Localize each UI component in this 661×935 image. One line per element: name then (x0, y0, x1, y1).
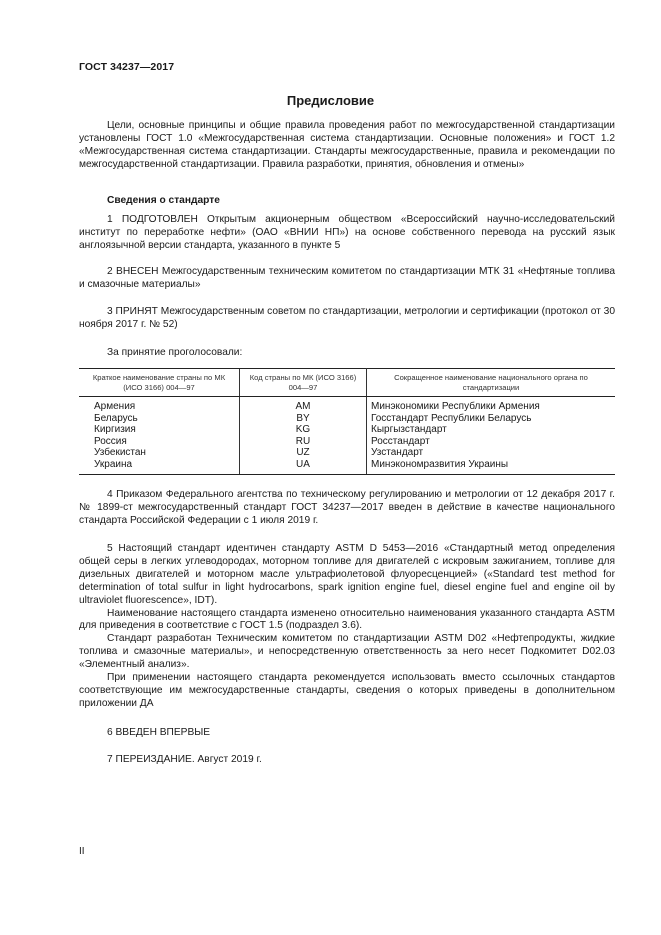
item-6-paragraph: 6 ВВЕДЕН ВПЕРВЫЕ (107, 727, 211, 738)
section-heading-block (79, 195, 615, 208)
table-cell-country: Киргизия (94, 424, 136, 436)
table-cell-code: UZ (296, 447, 310, 459)
table-cell-body: Минэкономразвития Украины (371, 458, 509, 470)
voted-label: За принятие проголосовали: (107, 347, 243, 358)
voting-table (79, 368, 615, 475)
table-cell-country: Беларусь (94, 412, 138, 424)
table-cell-country: Россия (94, 435, 127, 447)
table-header-body: Сокращенное наименование национального органа по стандартизации (367, 369, 616, 397)
item-4-paragraph: 4 Приказом Федерального агентства по техническому регулированию и метрологии от 12 декабря 2017 г. № 1899-ст межгосударственный стандарт ГОСТ 34237—2017 введен в действие в качестве национального стандарта Российской Федерации с 1 июля 2019 г. (79, 489, 615, 526)
item-3-paragraph: 3 ПРИНЯТ Межгосударственным советом по стандартизации, метрологии и сертификации (протокол от 30 ноября 2017 г. № 52) (79, 306, 615, 330)
item-5-paragraph-4: При применении настоящего стандарта рекомендуется использовать вместо ссылочных стандартов соответствующие им межгосударственные стандарты, сведения о которых приведены в дополнительном приложении ДА (79, 672, 615, 709)
table-cell-code: BY (296, 412, 310, 424)
page-title: Предисловие (286, 93, 375, 108)
table-cell-code: UA (296, 458, 310, 470)
table-header-code: Код страны по МК (ИСО 3166) 004—97 (240, 369, 367, 397)
table-cell-body: Госстандарт Республики Беларусь (371, 412, 532, 424)
table-cell-country: Узбекистан (94, 447, 146, 459)
table-cell-code: AM (295, 401, 311, 412)
table-cell-code: RU (295, 435, 311, 447)
item-2-paragraph: 2 ВНЕСЕН Межгосударственным техническим комитетом по стандартизации МТК 31 «Нефтяные топлива и смазочные материалы» (79, 266, 615, 290)
item-5-paragraph-2: Наименование настоящего стандарта изменено относительно наименования указанного стандарта ASTM для приведения в соответствие с ГОСТ 1.5 (подраздел 3.6). (79, 607, 615, 632)
table-cell-body: Узстандарт (371, 447, 424, 459)
item-1-paragraph: 1 ПОДГОТОВЛЕН Открытым акционерным обществом «Всероссийский научно-исследовательский институт по переработке нефти» (ОАО «ВНИИ НП») на основе собственного перевода на русский язык англоязычной версии стандарта, указанного в пункте 5 (79, 214, 615, 251)
table-header-country: Краткое наименование страны по МК (ИСО 3166) 004—97 (79, 369, 240, 397)
item-5-block (79, 543, 615, 711)
table-cell-body: Кыргызстандарт (371, 424, 447, 436)
standard-code-header: ГОСТ 34237—2017 (79, 61, 175, 73)
page-number: II (79, 846, 85, 857)
table-cell-country: Украина (94, 458, 133, 470)
table-cell-body: Росстандарт (371, 435, 430, 447)
table-cell-code: KG (295, 424, 311, 436)
table-cell-country: Армения (94, 401, 136, 412)
item-5-paragraph-1: 5 Настоящий стандарт идентичен стандарту ASTM D 5453—2016 «Стандартный метод определения общей серы в легких углеводородах, моторном топливе для двигателей с искровым зажиганием, топливе для дизельных двигателей и моторном масле ультрафиолетовой флуоресценцией» («Standard test method for determination of total sulfur in light hydrocarbons, spark ignition engine fuel, diesel engine fuel and engine oil by ultraviolet fluorescence», IDT). (79, 543, 615, 606)
body-column (367, 397, 616, 475)
table-cell-body: Минэкономики Республики Армения (371, 401, 540, 412)
intro-paragraph: Цели, основные принципы и общие правила проведения работ по межгосударственной стандартизации установлены ГОСТ 1.0 «Межгосударственная система стандартизации. Основные положения» и ГОСТ 1.2 «Межгосударственная система стандартизации. Стандарты межгосударственные, правила и рекомендации по межгосударственной стандартизации. Правила разработки, принятия, обновления и отмены» (79, 120, 615, 170)
section-heading: Сведения о стандарте (107, 195, 220, 206)
country-column (79, 397, 240, 475)
code-column (240, 397, 367, 475)
item-5-paragraph-3: Стандарт разработан Техническим комитетом по стандартизации ASTM D02 «Нефтепродукты, жидкие топлива и смазочные материалы», и непосредственную ответственность за него несет Подкомитет D02.03 «Элементный анализ». (79, 633, 615, 671)
item-7-paragraph: 7 ПЕРЕИЗДАНИЕ. Август 2019 г. (107, 754, 262, 765)
